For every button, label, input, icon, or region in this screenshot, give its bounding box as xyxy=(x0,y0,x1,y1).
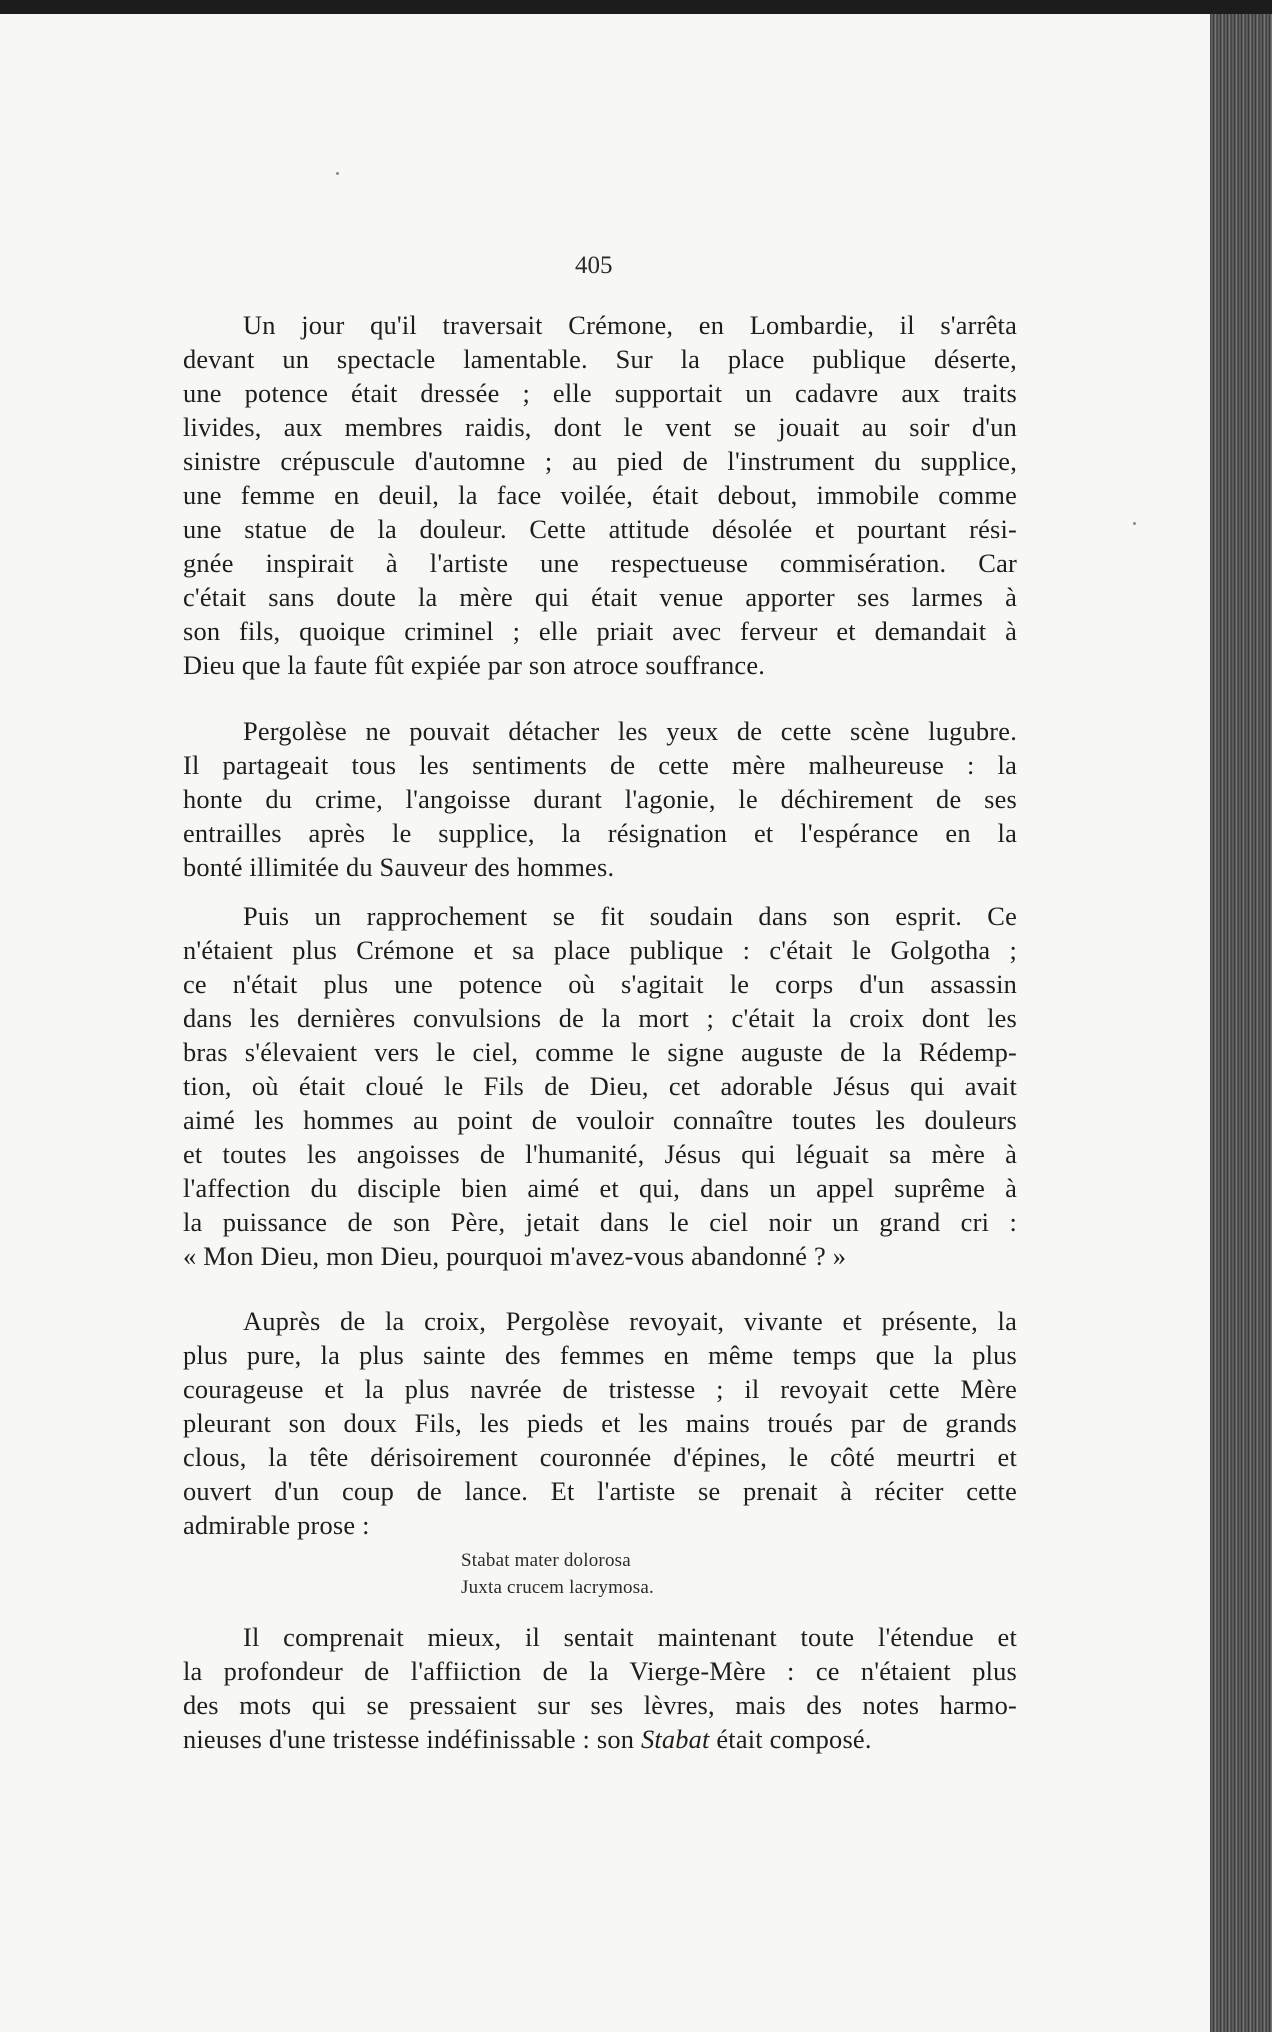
text-line: courageuse et la plus navrée de tristesse ; il revoyait cette Mère xyxy=(183,1374,1017,1404)
paragraph-5 xyxy=(183,1620,1017,1756)
text-line: dans les dernières convulsions de la mort ; c'était la croix dont les xyxy=(183,1003,1017,1033)
text-line: aimé les hommes au point de vouloir connaître toutes les douleurs xyxy=(183,1105,1017,1135)
paragraph-1 xyxy=(183,308,1017,682)
text-line: ouvert d'un coup de lance. Et l'artiste se prenait à réciter cette xyxy=(183,1476,1017,1506)
text-line: une potence était dressée ; elle supportait un cadavre aux traits xyxy=(183,378,1017,408)
text-line: la puissance de son Père, jetait dans le ciel noir un grand cri : xyxy=(183,1207,1017,1237)
text-line: Il partageait tous les sentiments de cette mère malheureuse : la xyxy=(183,750,1017,780)
text-line: livides, aux membres raidis, dont le vent se jouait au soir d'un xyxy=(183,412,1017,442)
book-page xyxy=(0,14,1210,2032)
text-line: bras s'élevaient vers le ciel, comme le signe auguste de la Rédemp- xyxy=(183,1037,1017,1067)
text-line xyxy=(183,1722,1017,1756)
text-line: « Mon Dieu, mon Dieu, pourquoi m'avez-vous abandonné ? » xyxy=(183,1241,847,1271)
text-line: Auprès de la croix, Pergolèse revoyait, vivante et présente, la xyxy=(243,1306,1017,1336)
text-line: et toutes les angoisses de l'humanité, Jésus qui léguait sa mère à xyxy=(183,1139,1017,1169)
text-line: bonté illimitée du Sauveur des hommes. xyxy=(183,852,615,882)
text-line: plus pure, la plus sainte des femmes en même temps que la plus xyxy=(183,1340,1017,1370)
text-line: l'affection du disciple bien aimé et qui, dans un appel suprême à xyxy=(183,1173,1017,1203)
text-line: une femme en deuil, la face voilée, était debout, immobile comme xyxy=(183,480,1017,510)
text-line: honte du crime, l'angoisse durant l'agonie, le déchirement de ses xyxy=(183,784,1017,814)
paragraph-4 xyxy=(183,1304,1017,1542)
text-line: sinistre crépuscule d'automne ; au pied de l'instrument du supplice, xyxy=(183,446,1017,476)
paper-speck xyxy=(1133,522,1136,525)
text-line: c'était sans doute la mère qui était venue apporter ses larmes à xyxy=(183,582,1017,612)
paragraph-3 xyxy=(183,899,1017,1273)
text-line: Il comprenait mieux, il sentait maintenant toute l'étendue et xyxy=(243,1622,1017,1652)
page-edges xyxy=(1210,14,1272,2032)
text-line: Dieu que la faute fût expiée par son atroce souffrance. xyxy=(183,650,766,680)
text-line: n'étaient plus Crémone et sa place publique : c'était le Golgotha ; xyxy=(183,935,1017,965)
text-line: Pergolèse ne pouvait détacher les yeux de cette scène lugubre. xyxy=(243,716,1017,746)
text-line: son fils, quoique criminel ; elle priait avec ferveur et demandait à xyxy=(183,616,1017,646)
text-line: clous, la tête dérisoirement couronnée d'épines, le côté meurtri et xyxy=(183,1442,1017,1472)
verse-line: Juxta crucem lacrymosa. xyxy=(461,1577,654,1598)
text-line: tion, où était cloué le Fils de Dieu, cet adorable Jésus qui avait xyxy=(183,1071,1017,1101)
latin-verse xyxy=(461,1547,654,1601)
text-line: ce n'était plus une potence où s'agitait le corps d'un assassin xyxy=(183,969,1017,999)
text-line: Un jour qu'il traversait Crémone, en Lombardie, il s'arrêta xyxy=(243,310,1017,340)
text-line: devant un spectacle lamentable. Sur la place publique déserte, xyxy=(183,344,1017,374)
stabat-title: Stabat xyxy=(640,1724,710,1754)
text-line: admirable prose : xyxy=(183,1510,370,1540)
text-run: était composé. xyxy=(709,1724,872,1754)
text-line: gnée inspirait à l'artiste une respectueuse commisération. Car xyxy=(183,548,1017,578)
paragraph-2 xyxy=(183,714,1017,884)
page-number: 405 xyxy=(575,252,613,279)
verse-line: Stabat mater dolorosa xyxy=(461,1550,631,1571)
text-line: la profondeur de l'affiiction de la Vierge-Mère : ce n'étaient plus xyxy=(183,1656,1017,1686)
text-run: nieuses d'une tristesse indéfinissable : son xyxy=(183,1724,641,1754)
text-line: entrailles après le supplice, la résignation et l'espérance en la xyxy=(183,818,1017,848)
text-line: pleurant son doux Fils, les pieds et les mains troués par de grands xyxy=(183,1408,1017,1438)
text-line: Puis un rapprochement se fit soudain dans son esprit. Ce xyxy=(243,901,1017,931)
text-line: des mots qui se pressaient sur ses lèvres, mais des notes harmo- xyxy=(183,1690,1017,1720)
paper-speck xyxy=(336,172,339,175)
text-line: une statue de la douleur. Cette attitude désolée et pourtant rési- xyxy=(183,514,1017,544)
